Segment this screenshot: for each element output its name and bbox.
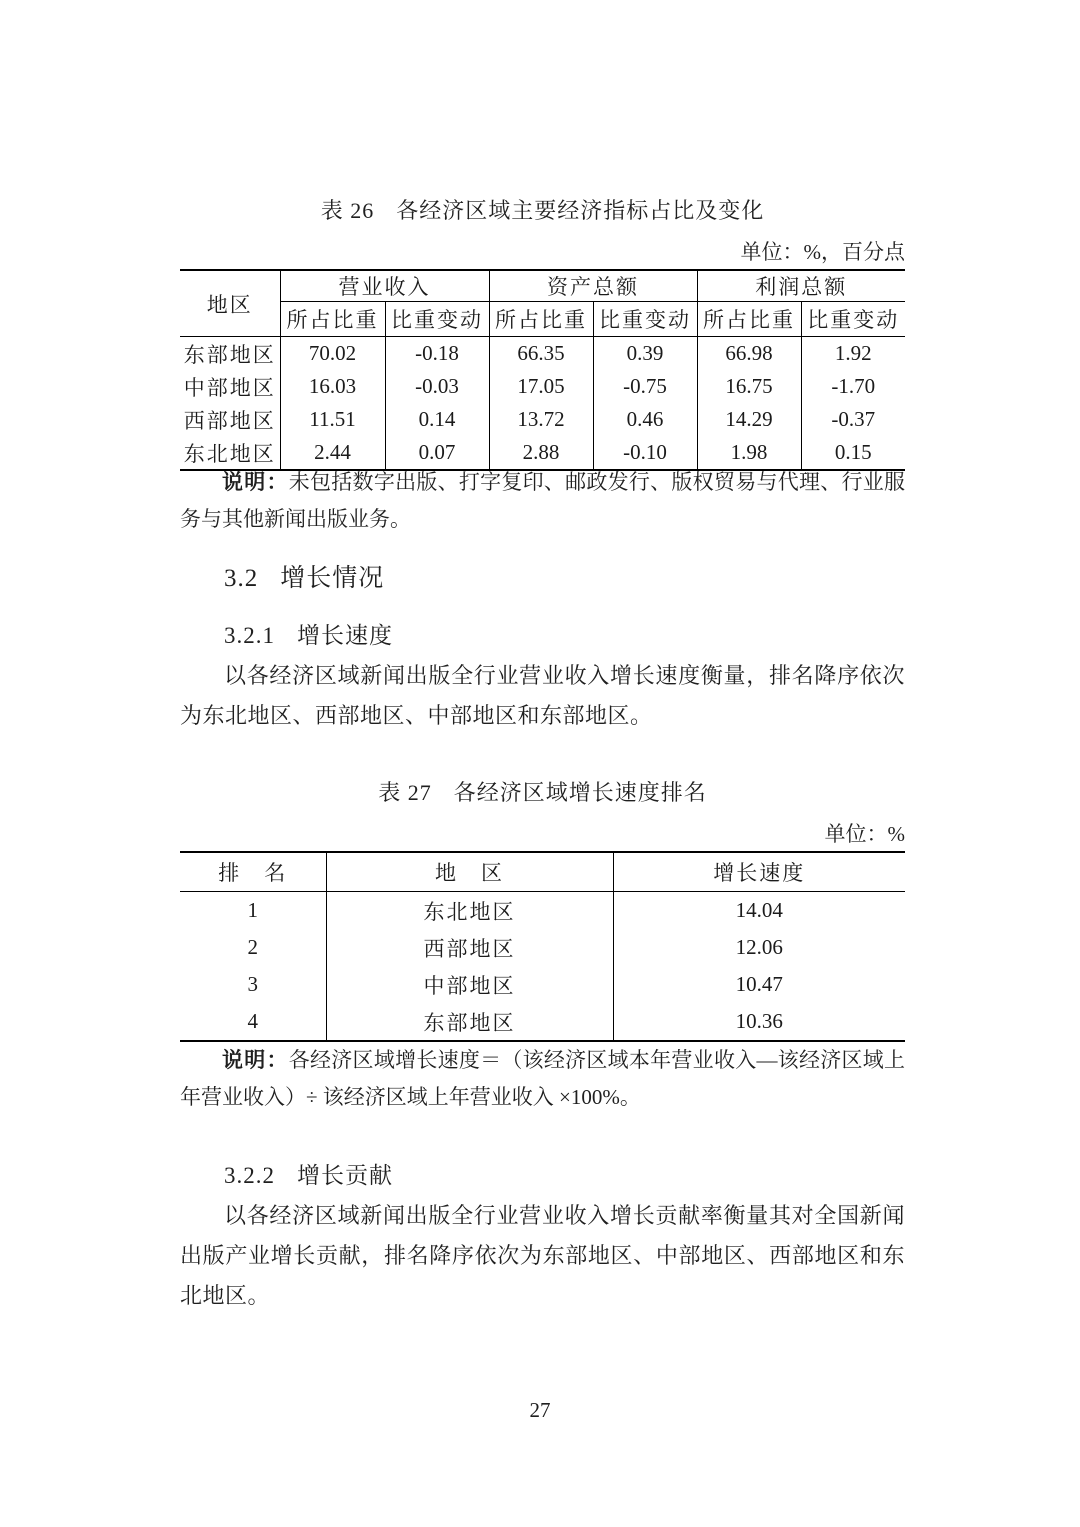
value-cell: 16.75 [697,370,801,403]
section-3-2-1-paragraph: 以各经济区域新闻出版全行业营业收入增长速度衡量，排名降序依次为东北地区、西部地区、中部地区和东部地区。 [180,663,905,728]
value-cell: 10.47 [613,966,905,1003]
region-cell: 中部地区 [183,375,276,400]
section-3-2-2-paragraph: 以各经济区域新闻出版全行业营业收入增长贡献率衡量其对全国新闻出版产业增长贡献，排名降序依次为东部地区、中部地区、西部地区和东北地区。 [180,1203,905,1308]
value-cell: 13.72 [489,403,593,436]
value-cell: 66.35 [489,337,593,371]
col-header: 比重变动 [385,302,489,337]
table-26-title-text: 各经济区域主要经济指标占比及变化 [396,198,765,223]
table-26-title [180,194,905,225]
page-number: 27 [529,1398,551,1422]
rank-cell: 2 [247,935,258,959]
col-header: 比重变动 [593,302,697,337]
rank-cell: 4 [247,1009,258,1033]
value-cell: -0.03 [385,370,489,403]
region-cell: 东部地区 [183,342,276,367]
region-cell: 东北地区 [326,892,613,930]
region-cell: 中部地区 [326,966,613,1003]
value-cell: 66.98 [697,337,801,371]
note-label: 说明： [222,471,289,494]
value-cell: -0.75 [593,370,697,403]
value-cell: -0.37 [801,403,905,436]
note-label: 说明： [222,1049,289,1072]
table-26-note [180,464,905,537]
region-cell: 东部地区 [326,1003,613,1041]
value-cell: 0.14 [385,403,489,436]
table-27-wrapper [180,851,905,1042]
rank-cell: 3 [247,972,258,996]
table-26-corner-header: 地区 [180,270,280,337]
section-title: 增长情况 [280,565,385,592]
value-cell: -0.18 [385,337,489,371]
value-cell: -1.70 [801,370,905,403]
section-number: 3.2 [224,565,259,592]
table-27-title [180,776,905,807]
table-26-sub-header-row [180,302,905,337]
table-27-title-text: 各经济区域增长速度排名 [453,780,707,805]
value-cell: 0.15 [801,436,905,470]
value-cell: 14.29 [697,403,801,436]
table-row [180,337,905,371]
table-row [180,370,905,403]
rank-cell: 1 [247,898,258,922]
region-cell: 东北地区 [183,441,276,466]
value-cell: 14.04 [613,892,905,930]
table-26-group-header-row [180,270,905,302]
table-26-group-revenue: 营业收入 [280,270,489,302]
note-text: 各经济区域增长速度＝（该经济区域本年营业收入—该经济区域上年营业收入）÷ 该经济区域上年营业收入 ×100%。 [180,1048,906,1109]
table-26-wrapper [180,269,905,471]
table-row [180,929,905,966]
section-title: 增长速度 [297,623,393,648]
region-cell: 西部地区 [326,929,613,966]
table-26-group-profit: 利润总额 [697,270,905,302]
growth-header: 增长速度 [613,852,905,892]
table-27-unit: 单位：% [824,822,905,846]
value-cell: 17.05 [489,370,593,403]
section-number: 3.2.2 [224,1163,275,1188]
note-text: 未包括数字出版、打字复印、邮政发行、版权贸易与代理、行业服务与其他新闻出版业务。 [180,470,906,531]
region-cell: 西部地区 [183,408,276,433]
table-26 [180,269,905,471]
section-3-2-heading [180,558,949,594]
col-header: 比重变动 [801,302,905,337]
table-27-note [180,1042,905,1115]
col-header: 所占比重 [489,302,593,337]
value-cell: 0.39 [593,337,697,371]
value-cell: 11.51 [280,403,385,436]
col-header: 所占比重 [697,302,801,337]
table-row [180,892,905,930]
table-row [180,403,905,436]
section-3-2-1-heading [180,617,949,650]
table-27-label: 表 27 [378,780,432,805]
value-cell: 70.02 [280,337,385,371]
region-header: 地 区 [326,852,613,892]
table-26-label: 表 26 [320,198,375,223]
value-cell: -0.10 [593,436,697,470]
section-title: 增长贡献 [297,1163,393,1188]
table-27-header-row [180,852,905,892]
table-27 [180,851,905,1042]
value-cell: 0.46 [593,403,697,436]
table-row [180,1003,905,1041]
table-row [180,966,905,1003]
value-cell: 2.44 [280,436,385,470]
table-26-group-assets: 资产总额 [489,270,697,302]
section-3-2-2-heading [180,1157,949,1190]
rank-header: 排 名 [180,852,326,892]
table-26-unit: 单位：%，百分点 [740,240,905,264]
col-header: 所占比重 [280,302,385,337]
value-cell: 10.36 [613,1003,905,1041]
value-cell: 2.88 [489,436,593,470]
value-cell: 16.03 [280,370,385,403]
value-cell: 1.92 [801,337,905,371]
section-number: 3.2.1 [224,623,275,648]
value-cell: 1.98 [697,436,801,470]
value-cell: 0.07 [385,436,489,470]
value-cell: 12.06 [613,929,905,966]
